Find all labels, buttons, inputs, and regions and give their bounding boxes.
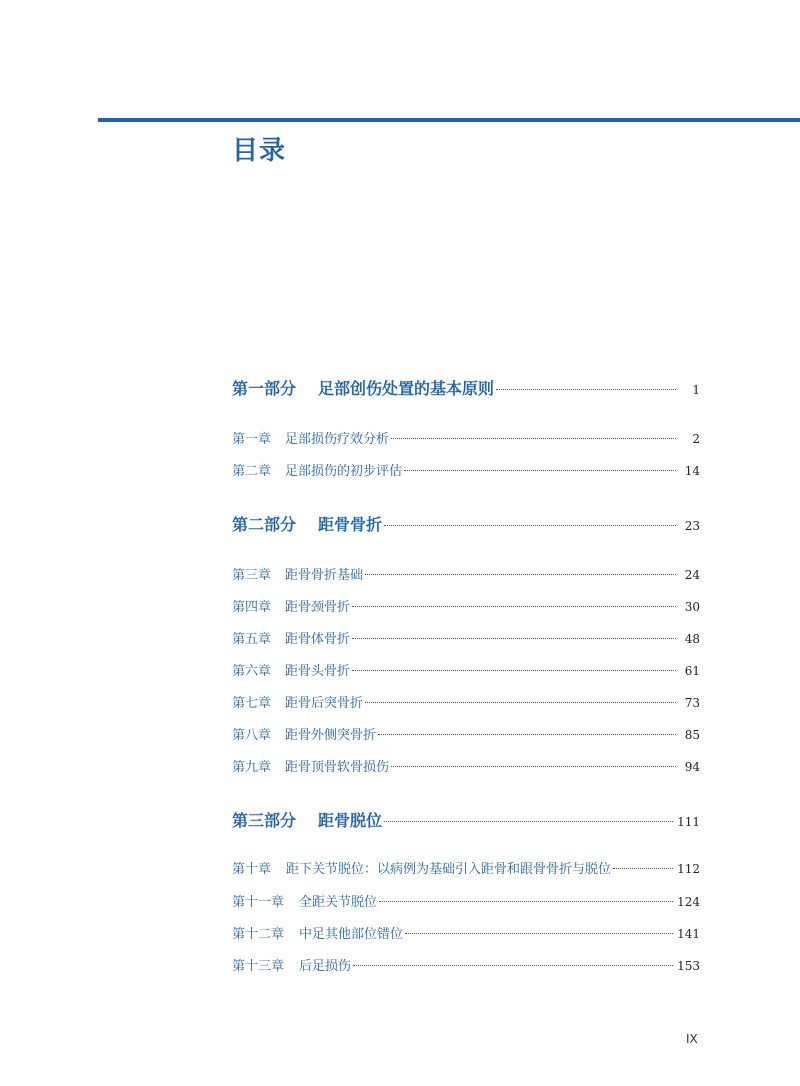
chapter-number: 第十二章 — [232, 927, 285, 942]
page-number: 2 — [692, 432, 700, 446]
chapter-title: 全距关节脱位 — [299, 895, 378, 910]
dot-leader — [378, 734, 676, 735]
part-title: 足部创伤处置的基本原则 — [318, 379, 495, 398]
chapter-title: 距骨头骨折 — [285, 664, 351, 679]
chapter-title: 后足损伤 — [299, 959, 352, 974]
toc-chapter-11[interactable] — [232, 891, 700, 910]
part-number: 第一部分 — [232, 379, 297, 398]
chapter-title: 距骨体骨折 — [285, 632, 351, 647]
toc-chapter-10[interactable] — [232, 858, 700, 877]
toc-chapter-13[interactable] — [232, 955, 700, 974]
dot-leader — [365, 574, 676, 575]
toc-chapter-3[interactable] — [232, 564, 700, 583]
page-number: 153 — [677, 959, 700, 973]
chapter-number: 第五章 — [232, 632, 272, 647]
part-title: 距骨骨折 — [318, 515, 383, 534]
toc-chapter-5[interactable] — [232, 628, 700, 647]
toc-chapter-4[interactable] — [232, 596, 700, 615]
dot-leader — [391, 438, 676, 439]
chapter-number: 第十三章 — [232, 959, 285, 974]
page-number: 111 — [677, 815, 700, 829]
chapter-number: 第一章 — [232, 432, 272, 447]
dot-leader — [404, 470, 676, 471]
chapter-title: 中足其他部位错位 — [299, 927, 404, 942]
dot-leader — [352, 606, 676, 607]
toc-chapter-8[interactable] — [232, 724, 700, 743]
page-number: 48 — [684, 632, 700, 646]
chapter-number: 第十一章 — [232, 895, 285, 910]
part-number: 第二部分 — [232, 515, 297, 534]
chapter-number: 第二章 — [232, 464, 272, 479]
toc-part-2[interactable] — [232, 512, 700, 535]
toc-chapter-7[interactable] — [232, 692, 700, 711]
chapter-number: 第七章 — [232, 696, 272, 711]
page-number: 73 — [684, 696, 700, 710]
footer-page-number: IX — [686, 1032, 698, 1046]
page-number: 23 — [684, 519, 700, 533]
chapter-title: 距下关节脱位：以病例为基础引入距骨和跟骨骨折与脱位 — [286, 862, 612, 877]
chapter-title: 足部损伤疗效分析 — [285, 432, 390, 447]
chapter-title: 距骨后突骨折 — [285, 696, 364, 711]
toc-chapter-2[interactable] — [232, 460, 700, 479]
dot-leader — [384, 525, 676, 526]
page-number: 24 — [684, 568, 700, 582]
page-title: 目录 — [232, 136, 287, 166]
dot-leader — [365, 702, 676, 703]
part-number: 第三部分 — [232, 811, 297, 830]
page-number: 141 — [677, 927, 700, 941]
toc-chapter-6[interactable] — [232, 660, 700, 679]
dot-leader — [379, 901, 673, 902]
page-number: 85 — [684, 728, 700, 742]
chapter-number: 第三章 — [232, 568, 272, 583]
toc-chapter-12[interactable] — [232, 923, 700, 942]
page-number: 1 — [692, 383, 700, 397]
chapter-number: 第十章 — [232, 862, 272, 877]
chapter-title: 距骨骨折基础 — [285, 568, 364, 583]
dot-leader — [405, 933, 673, 934]
page-number: 30 — [684, 600, 700, 614]
chapter-number: 第八章 — [232, 728, 272, 743]
page-number: 61 — [684, 664, 700, 678]
dot-leader — [352, 638, 676, 639]
chapter-number: 第六章 — [232, 664, 272, 679]
dot-leader — [613, 868, 673, 869]
dot-leader — [352, 670, 676, 671]
page-number: 14 — [684, 464, 700, 478]
toc-chapter-9[interactable] — [232, 756, 700, 775]
chapter-number: 第四章 — [232, 600, 272, 615]
dot-leader — [353, 965, 673, 966]
chapter-title: 足部损伤的初步评估 — [285, 464, 403, 479]
chapter-title: 距骨顶骨软骨损伤 — [285, 760, 390, 775]
dot-leader — [496, 389, 676, 390]
dot-leader — [384, 821, 673, 822]
chapter-title: 距骨颈骨折 — [285, 600, 351, 615]
chapter-number: 第九章 — [232, 760, 272, 775]
page-number: 124 — [677, 895, 700, 909]
part-title: 距骨脱位 — [318, 811, 383, 830]
page-number: 112 — [677, 862, 700, 876]
toc-chapter-1[interactable] — [232, 428, 700, 447]
toc-part-3[interactable] — [232, 808, 700, 831]
toc-part-1[interactable] — [232, 376, 700, 399]
dot-leader — [391, 766, 676, 767]
header-rule — [98, 118, 800, 122]
page-number: 94 — [684, 760, 700, 774]
chapter-title: 距骨外侧突骨折 — [285, 728, 377, 743]
